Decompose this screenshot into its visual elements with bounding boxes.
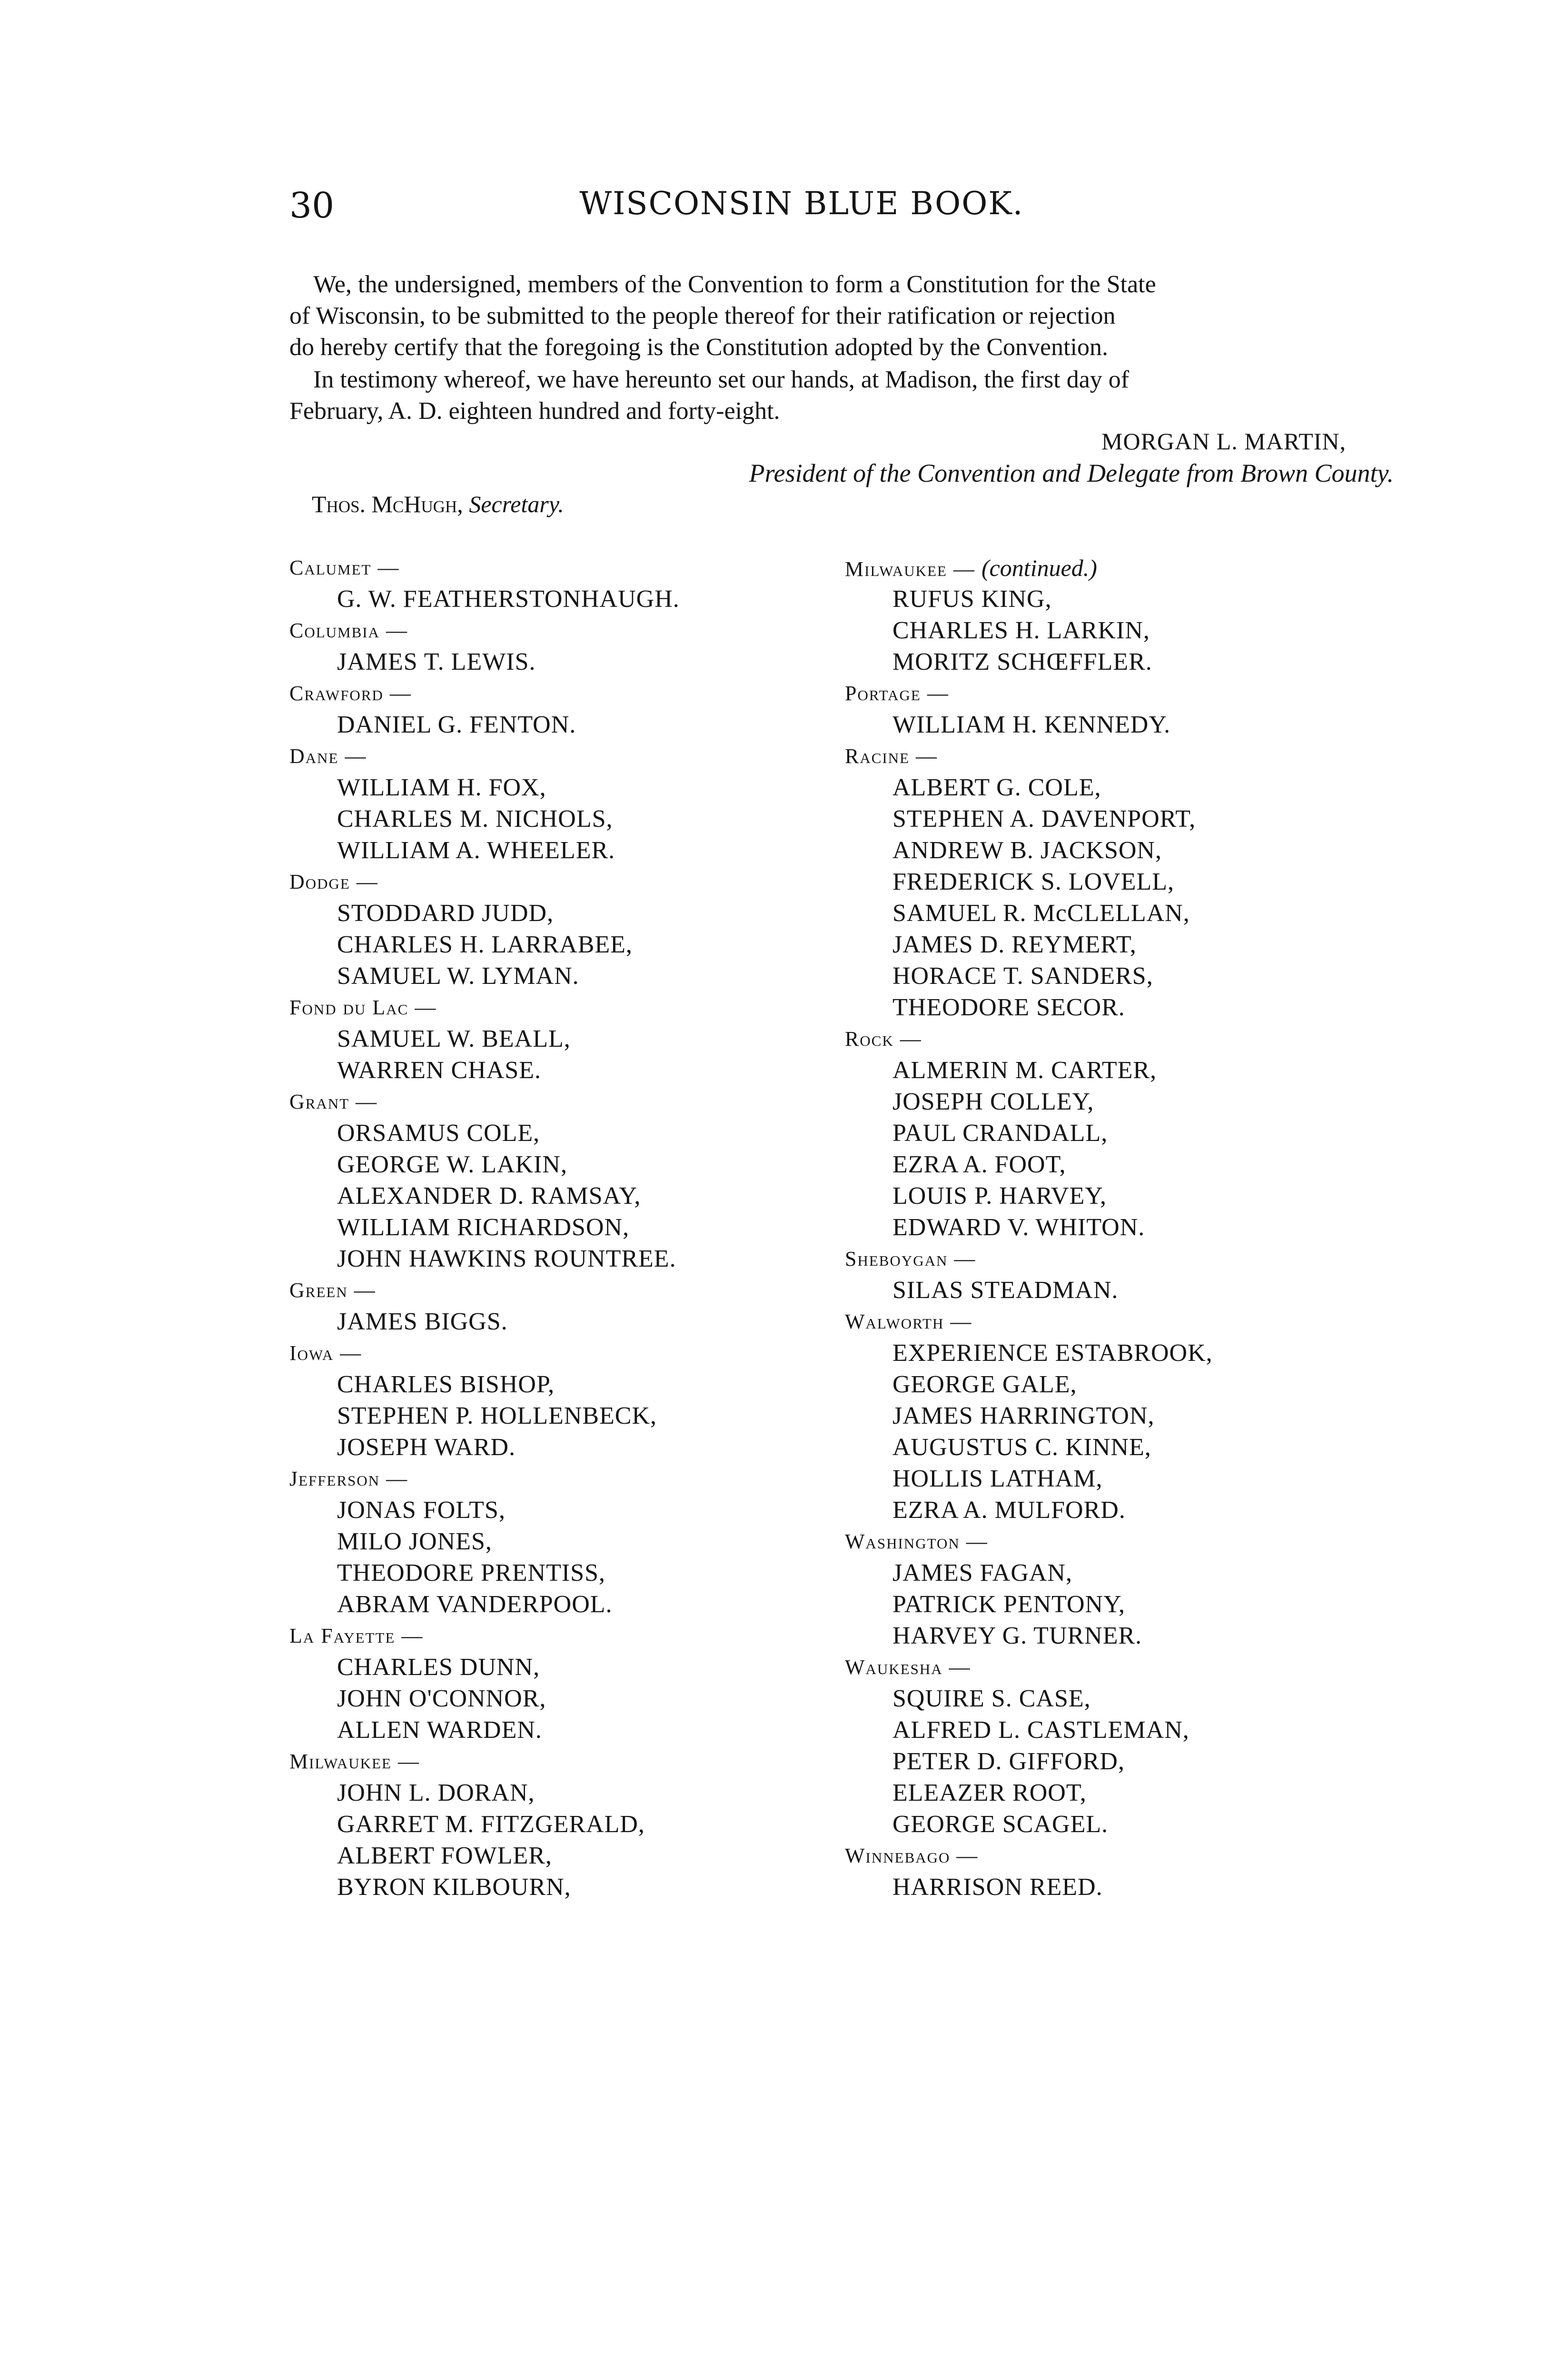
county-name: Calumet — (289, 556, 400, 579)
delegate-name: THEODORE PRENTISS, (337, 1559, 606, 1587)
county-name: Milwaukee — (289, 1750, 420, 1773)
county-heading (845, 552, 1392, 584)
delegate-name: CHARLES DUNN, (337, 1654, 540, 1681)
delegate-name: ALBERT FOWLER, (337, 1842, 552, 1869)
delegate-name: ANDREW B. JACKSON, (892, 837, 1162, 864)
delegate-name: GEORGE SCAGEL. (892, 1811, 1109, 1838)
delegate-name: WILLIAM RICHARDSON, (337, 1214, 630, 1241)
county-heading (845, 1526, 1392, 1557)
county-heading (845, 1306, 1392, 1338)
county-name: Portage — (845, 682, 949, 705)
certification-line: We, the undersigned, members of the Convention to form a Constitution for the State (313, 271, 1156, 298)
delegate-name: ORSAMUS COLE, (337, 1120, 540, 1147)
county-heading (289, 1086, 837, 1118)
county-heading (289, 615, 837, 646)
delegate-name: STEPHEN P. HOLLENBECK, (337, 1402, 657, 1429)
county-name: Crawford — (289, 682, 412, 705)
county-name: Dodge — (289, 870, 378, 893)
delegate-name: JOSEPH COLLEY, (892, 1088, 1094, 1115)
delegate-name: CHARLES BISHOP, (337, 1371, 555, 1398)
delegate-name: HARVEY G. TURNER. (892, 1622, 1142, 1649)
president-title: President of the Convention and Delegate from Brown County. (749, 459, 1394, 487)
delegate-name: MORITZ SCHŒFFLER. (892, 648, 1152, 675)
delegate-name: ALEXANDER D. RAMSAY, (337, 1182, 641, 1210)
county-name: Winnebago — (845, 1844, 979, 1867)
delegate-name: JAMES BIGGS. (337, 1308, 508, 1335)
delegate-name: PETER D. GIFFORD, (892, 1748, 1125, 1775)
delegate-name: ALMERIN M. CARTER, (892, 1057, 1157, 1084)
delegate-name: GARRET M. FITZGERALD, (337, 1811, 645, 1838)
delegate-name: GEORGE W. LAKIN, (337, 1151, 567, 1178)
county-heading (845, 1652, 1392, 1683)
county-name: Waukesha — (845, 1656, 971, 1679)
county-heading (289, 1338, 837, 1369)
delegate-name: JAMES FAGAN, (892, 1559, 1072, 1587)
delegate-name: JOHN O'CONNOR, (337, 1685, 546, 1712)
delegate-name: LOUIS P. HARVEY, (892, 1182, 1107, 1210)
delegate-name: HARRISON REED. (892, 1874, 1103, 1901)
county-name: La Fayette — (289, 1624, 424, 1647)
county-heading (845, 1243, 1392, 1275)
page-number: 30 (289, 185, 335, 226)
county-heading (845, 678, 1392, 709)
delegate-name: WILLIAM H. FOX, (337, 774, 546, 801)
county-heading (289, 741, 837, 772)
secretary-title: Secretary. (469, 491, 564, 517)
county-name: Green — (289, 1279, 376, 1302)
testimony-paragraph (289, 364, 1403, 427)
delegate-name: CHARLES M. NICHOLS, (337, 805, 613, 833)
delegate-name: SAMUEL W. BEALL, (337, 1025, 571, 1052)
county-heading (289, 1746, 837, 1777)
county-name: Columbia — (289, 619, 408, 642)
delegate-name: JOHN HAWKINS ROUNTREE. (337, 1245, 676, 1272)
delegate-name: THEODORE SECOR. (892, 994, 1125, 1021)
county-heading (845, 1840, 1392, 1872)
delegate-name: ALLEN WARDEN. (337, 1716, 542, 1744)
delegate-name: ALBERT G. COLE, (892, 774, 1101, 801)
delegate-name: FREDERICK S. LOVELL, (892, 868, 1174, 895)
county-heading (289, 552, 837, 584)
president-name: MORGAN L. MARTIN, (1101, 428, 1346, 455)
certification-line: do hereby certify that the foregoing is the Constitution adopted by the Convention. (289, 334, 1108, 361)
delegate-name: STEPHEN A. DAVENPORT, (892, 805, 1196, 833)
county-name: Iowa — (289, 1341, 362, 1365)
county-name: Milwaukee — (845, 557, 975, 581)
delegate-name: PATRICK PENTONY, (892, 1591, 1125, 1618)
delegate-name: JOSEPH WARD. (337, 1434, 516, 1461)
delegate-name: SILAS STEADMAN. (892, 1277, 1119, 1304)
delegate-name: PAUL CRANDALL, (892, 1120, 1108, 1147)
county-name: Washington — (845, 1530, 988, 1553)
county-heading (289, 1275, 837, 1306)
delegate-name: STODDARD JUDD, (337, 900, 554, 927)
secretary-line (312, 490, 564, 518)
delegates-right-column (845, 552, 1392, 1903)
delegate-name: CHARLES H. LARKIN, (892, 617, 1150, 644)
county-heading (845, 1023, 1392, 1055)
delegate-name: G. W. FEATHERSTONHAUGH. (337, 585, 680, 613)
county-heading (845, 741, 1392, 772)
delegate-name: JOHN L. DORAN, (337, 1779, 535, 1806)
certification-line: of Wisconsin, to be submitted to the people thereof for their ratification or rejection (289, 302, 1116, 329)
county-heading (289, 992, 837, 1023)
delegate-name: DANIEL G. FENTON. (337, 711, 576, 738)
delegate-name: JAMES T. LEWIS. (337, 648, 536, 675)
delegate-name: MILO JONES, (337, 1528, 492, 1555)
delegate-name: SAMUEL W. LYMAN. (337, 962, 579, 990)
delegate-name: ABRAM VANDERPOOL. (337, 1591, 613, 1618)
delegate-name: JAMES D. REYMERT, (892, 931, 1137, 958)
county-heading (289, 1463, 837, 1495)
delegate-name: ALFRED L. CASTLEMAN, (892, 1716, 1189, 1744)
secretary-name: Thos. McHugh, (312, 491, 463, 517)
delegate-name: EDWARD V. WHITON. (892, 1214, 1145, 1241)
delegate-name: WARREN CHASE. (337, 1057, 542, 1084)
delegate-name: AUGUSTUS C. KINNE, (892, 1434, 1151, 1461)
page-header: WISCONSIN BLUE BOOK. (579, 185, 1024, 222)
county-heading (289, 866, 837, 898)
county-heading (289, 1620, 837, 1652)
delegate-name: HOLLIS LATHAM, (892, 1465, 1103, 1492)
delegate-name: BYRON KILBOURN, (337, 1874, 571, 1901)
county-name: Sheboygan — (845, 1247, 976, 1270)
county-name: Dane — (289, 744, 367, 768)
delegate-name: WILLIAM H. KENNEDY. (892, 711, 1171, 738)
county-name: Grant — (289, 1090, 378, 1113)
county-note: (continued.) (981, 555, 1097, 581)
delegate-name: HORACE T. SANDERS, (892, 962, 1153, 990)
testimony-line: In testimony whereof, we have hereunto set our hands, at Madison, the first day of (313, 366, 1130, 393)
county-name: Jefferson — (289, 1467, 408, 1490)
delegate-name: SAMUEL R. McCLELLAN, (892, 900, 1190, 927)
delegate-name: CHARLES H. LARRABEE, (337, 931, 633, 958)
county-name: Rock — (845, 1027, 922, 1051)
certification-paragraph (289, 269, 1403, 363)
testimony-line: February, A. D. eighteen hundred and forty-eight. (289, 397, 780, 425)
delegate-name: JONAS FOLTS, (337, 1497, 505, 1524)
county-heading (289, 678, 837, 709)
delegate-name: ELEAZER ROOT, (892, 1779, 1087, 1806)
delegates-left-column (289, 552, 837, 1903)
delegate-name: RUFUS KING, (892, 585, 1052, 613)
delegate-name: JAMES HARRINGTON, (892, 1402, 1155, 1429)
delegate-name: EZRA A. MULFORD. (892, 1497, 1126, 1524)
county-name: Racine — (845, 744, 938, 768)
delegate-name: SQUIRE S. CASE, (892, 1685, 1091, 1712)
delegate-name: EXPERIENCE ESTABROOK, (892, 1339, 1213, 1367)
county-name: Fond du Lac — (289, 996, 437, 1019)
delegate-name: WILLIAM A. WHEELER. (337, 837, 615, 864)
delegate-name: EZRA A. FOOT, (892, 1151, 1066, 1178)
delegate-name: GEORGE GALE, (892, 1371, 1077, 1398)
county-name: Walworth — (845, 1310, 972, 1333)
